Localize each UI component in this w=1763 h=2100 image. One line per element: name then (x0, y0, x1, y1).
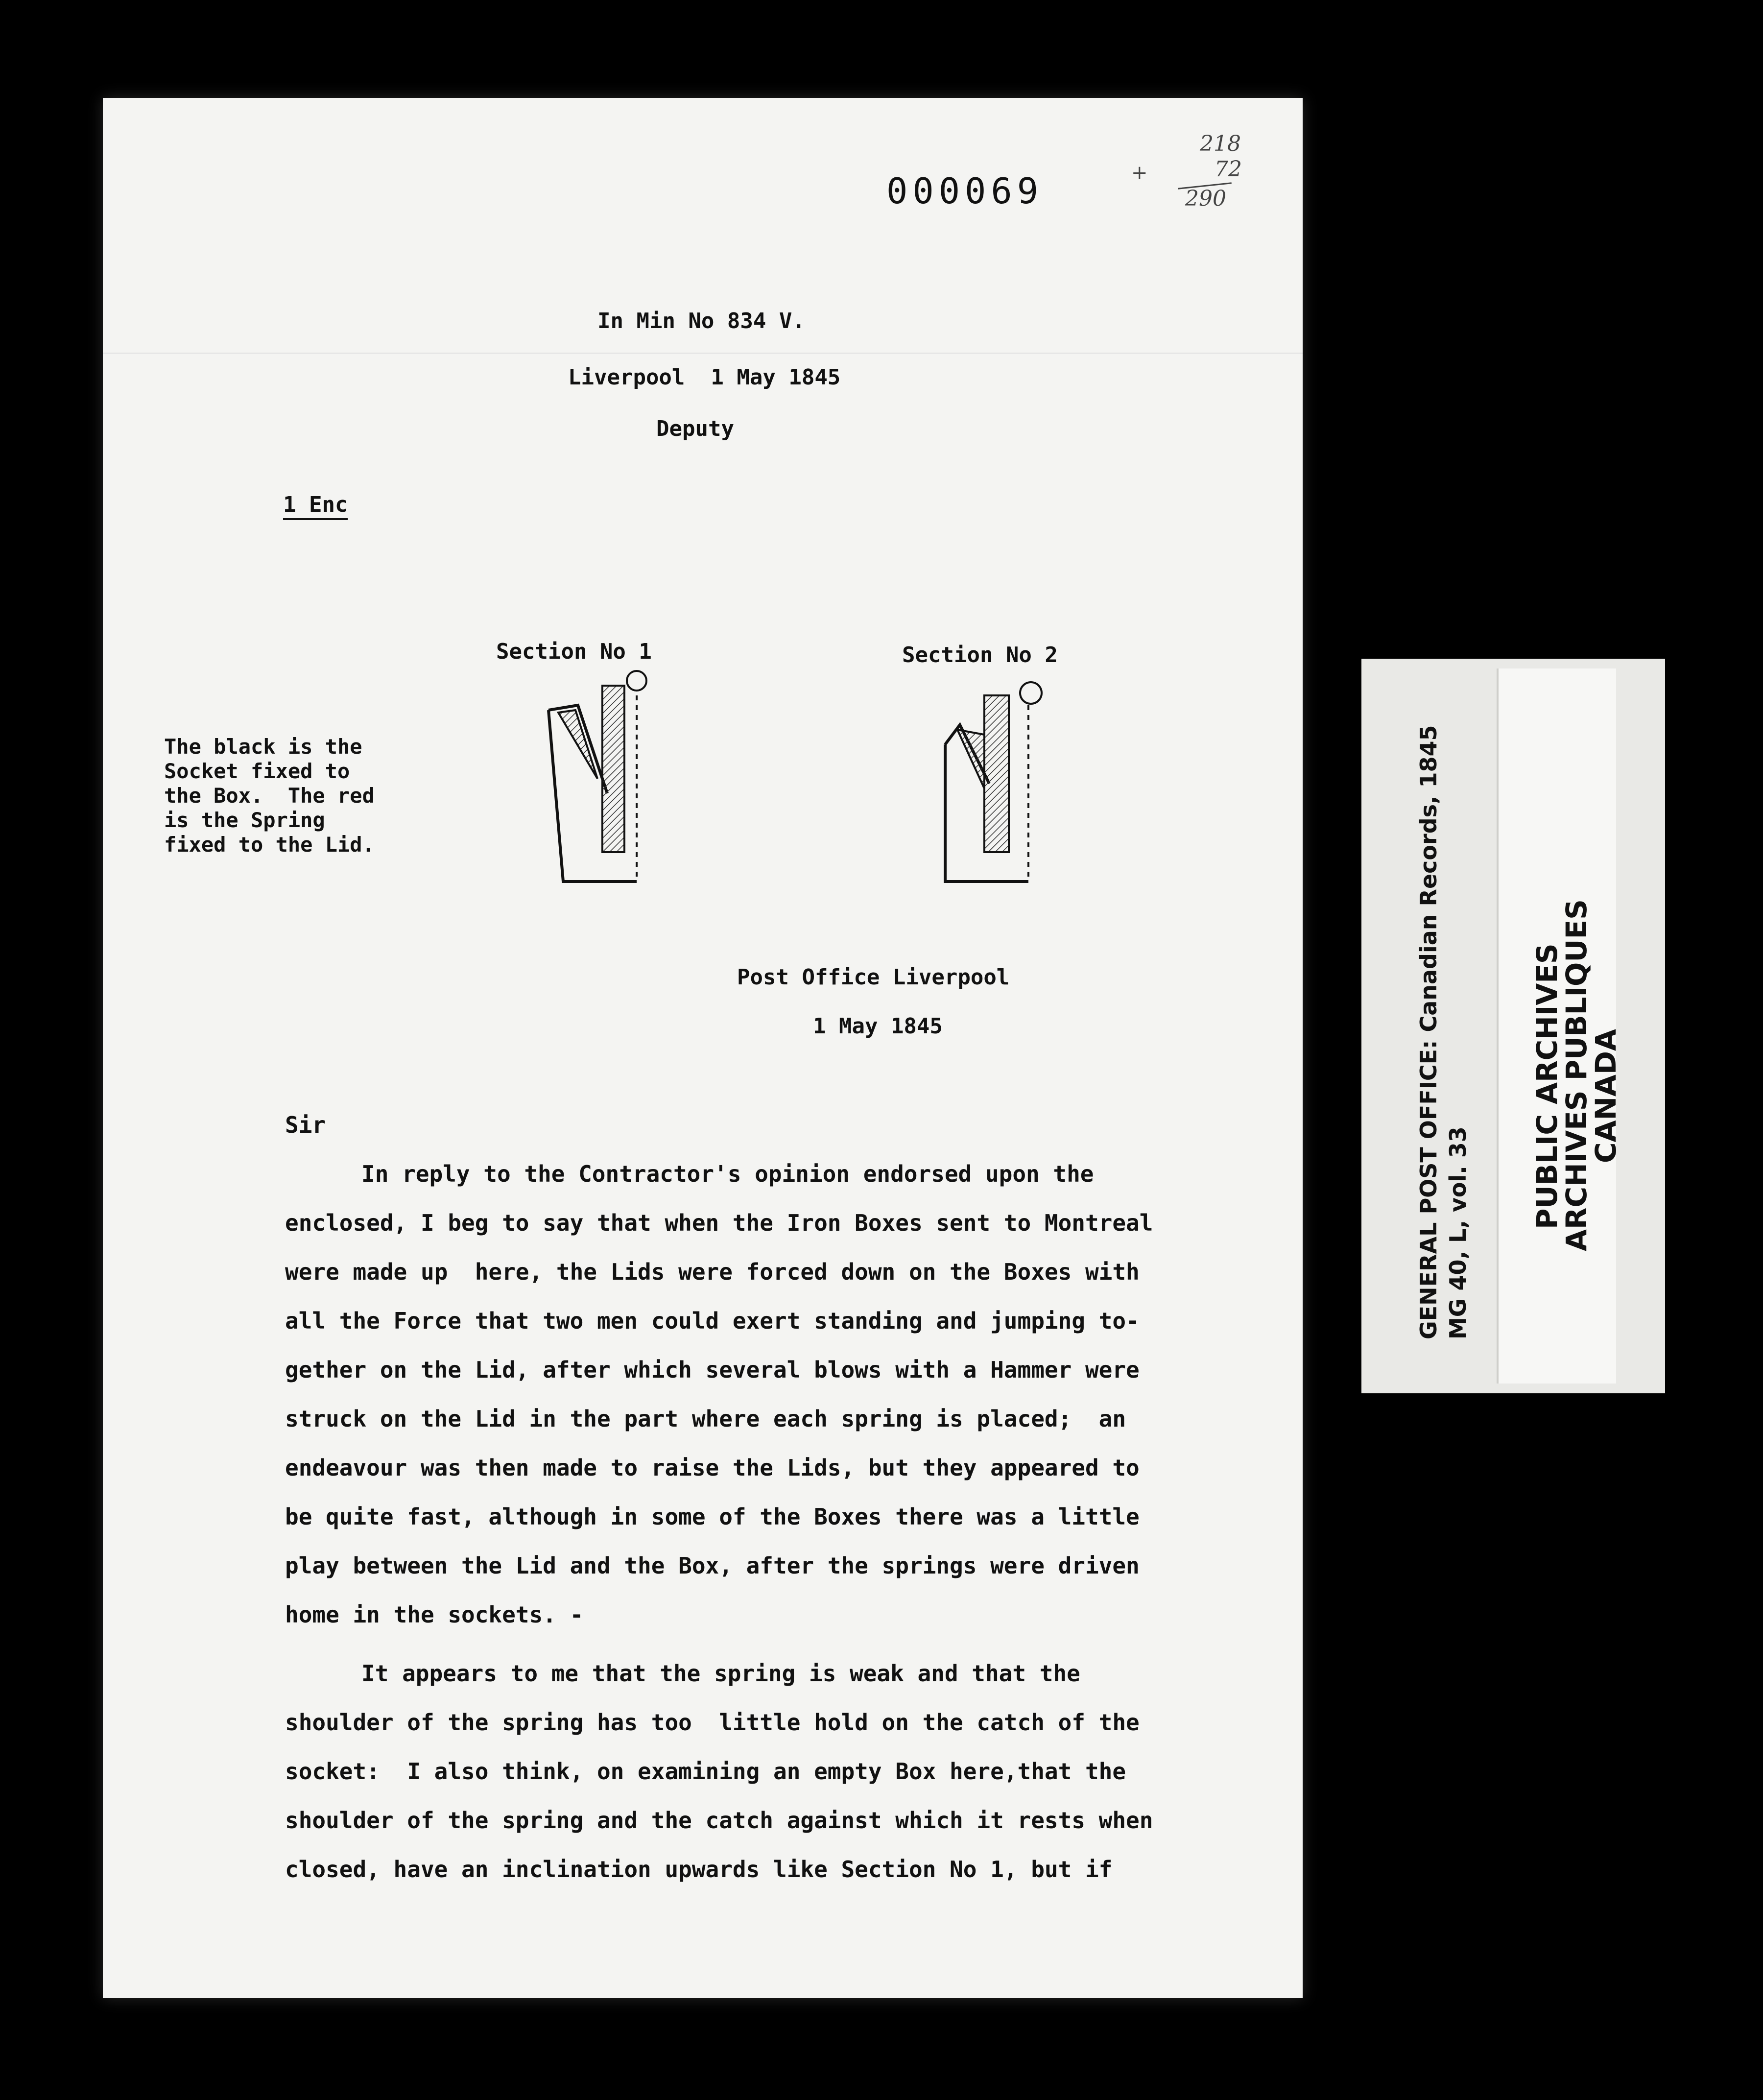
legend-line: the Box. The red (164, 784, 375, 808)
stamp-line-2: ARCHIVES PUBLIQUES (1560, 899, 1593, 1251)
section-1-diagram (539, 666, 666, 891)
postmark-date: 1 May 1845 (813, 1014, 943, 1039)
minute-number: In Min No 834 V. (597, 309, 805, 334)
body-line: It appears to me that the spring is weak and that the (361, 1660, 1080, 1687)
document-number: 000069 (886, 170, 1044, 212)
body-line: struck on the Lid in the part where each spring is placed; an (285, 1406, 1126, 1432)
section-1-label: Section No 1 (496, 639, 652, 664)
body-line: closed, have an inclination upwards like Section No 1, but if (285, 1856, 1113, 1883)
document-page (103, 98, 1303, 1998)
annotation-middle: 72 (1215, 157, 1242, 182)
spring-body (984, 695, 1009, 852)
body-line: shoulder of the spring and the catch against which it rests when (285, 1807, 1153, 1834)
postmark-office: Post Office Liverpool (737, 965, 1010, 990)
body-line: enclosed, I beg to say that when the Iron Boxes sent to Montreal (285, 1210, 1153, 1236)
archive-volume: MG 40, L, vol. 33 (1445, 1126, 1471, 1339)
body-line: socket: I also think, on examining an empty Box here,that the (285, 1758, 1126, 1785)
enclosure-note: 1 Enc (283, 492, 348, 520)
legend-line: is the Spring (164, 808, 325, 832)
body-line: shoulder of the spring has too little hold on the catch of the (285, 1709, 1140, 1736)
archive-series-title: GENERAL POST OFFICE: Canadian Records, 1845 (1415, 725, 1442, 1339)
body-line: be quite fast, although in some of the Boxes there was a little (285, 1503, 1140, 1530)
salutation: Sir (285, 1112, 326, 1138)
spring-body (602, 686, 624, 852)
body-line: endeavour was then made to raise the Lids, but they appeared to (285, 1455, 1140, 1481)
spring-shoulder (957, 730, 984, 788)
annotation-bottom: 290 (1185, 186, 1226, 211)
annotation-plus: + (1131, 162, 1148, 184)
place-date: Liverpool 1 May 1845 (568, 365, 841, 390)
hinge-circle (627, 671, 646, 691)
body-line: all the Force that two men could exert standing and jumping to- (285, 1308, 1140, 1334)
body-line: gether on the Lid, after which several blows with a Hammer were (285, 1357, 1140, 1383)
legend-line: Socket fixed to (164, 759, 350, 783)
body-line: play between the Lid and the Box, after the springs were driven (285, 1552, 1140, 1579)
stamp-line-3: CANADA (1589, 1029, 1622, 1163)
section-2-label: Section No 2 (902, 643, 1058, 668)
annotation-top: 218 (1200, 131, 1241, 156)
legend-line: The black is the (164, 735, 362, 759)
figure-legend (164, 735, 375, 857)
section-2-diagram (930, 681, 1058, 906)
body-line: were made up here, the Lids were forced down on the Boxes with (285, 1259, 1140, 1285)
recipient: Deputy (656, 416, 734, 441)
body-line: home in the sockets. - (285, 1601, 584, 1628)
stamp-line-1: PUBLIC ARCHIVES (1530, 943, 1564, 1229)
legend-line: fixed to the Lid. (164, 833, 375, 857)
body-line: In reply to the Contractor's opinion endorsed upon the (361, 1161, 1094, 1187)
hinge-circle (1020, 682, 1042, 704)
archive-label-card (1361, 659, 1665, 1393)
